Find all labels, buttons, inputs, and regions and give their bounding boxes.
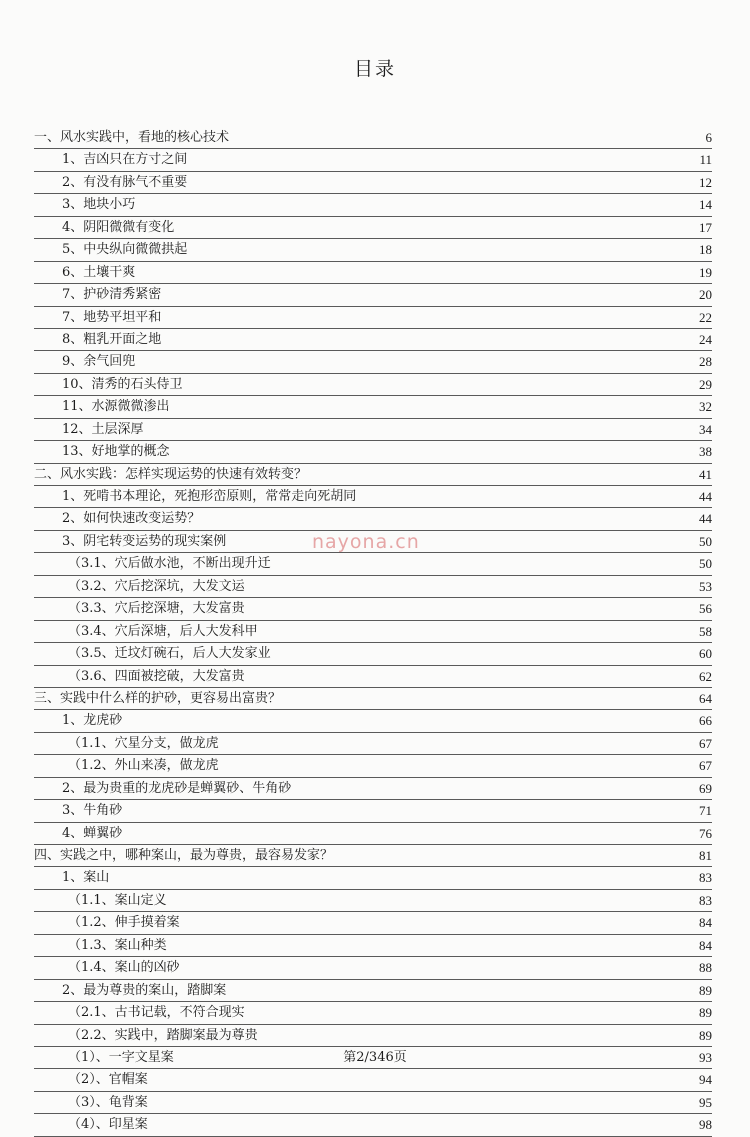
toc-entry-page: 20	[699, 287, 712, 303]
toc-entry-title: （1.2、伸手摸着案	[68, 915, 180, 931]
toc-entry[interactable]	[34, 1002, 712, 1024]
toc-entry[interactable]	[34, 508, 712, 530]
toc-entry-title: 6、土壤干爽	[62, 264, 136, 280]
toc-entry[interactable]	[34, 553, 712, 575]
toc-entry-title: 10、清秀的石头侍卫	[62, 376, 183, 392]
toc-entry[interactable]	[34, 396, 712, 418]
toc-entry-page: 41	[699, 466, 712, 482]
toc-entry[interactable]	[34, 149, 712, 171]
toc-entry-page: 32	[699, 399, 712, 415]
table-of-contents	[34, 127, 712, 1137]
toc-entry[interactable]	[34, 733, 712, 755]
toc-entry-page: 89	[699, 1005, 712, 1021]
toc-entry[interactable]	[34, 688, 712, 710]
toc-entry-title: 2、有没有脉气不重要	[62, 174, 188, 190]
toc-entry[interactable]	[34, 172, 712, 194]
toc-entry-page: 50	[699, 556, 712, 572]
toc-entry-title: 一、风水实践中，看地的核心技术	[34, 130, 230, 145]
toc-entry-page: 83	[699, 870, 712, 886]
toc-entry[interactable]	[34, 1069, 712, 1091]
toc-entry-page: 17	[699, 219, 712, 235]
toc-entry-title: 2、最为尊贵的案山，踏脚案	[62, 982, 227, 998]
toc-entry-page: 28	[699, 354, 712, 370]
toc-entry-page: 88	[699, 960, 712, 976]
toc-entry[interactable]	[34, 464, 712, 486]
toc-entry-page: 69	[699, 780, 712, 796]
toc-entry[interactable]	[34, 666, 712, 688]
toc-entry-title: 1、死啃书本理论，死抱形峦原则，常常走向死胡同	[62, 489, 357, 504]
toc-entry-page: 18	[699, 242, 712, 258]
toc-entry-page: 14	[699, 197, 712, 213]
toc-entry-page: 71	[699, 803, 712, 819]
toc-entry-page: 66	[699, 713, 712, 729]
toc-entry[interactable]	[34, 441, 712, 463]
toc-entry-title: 三、实践中什么样的护砂，更容易出富贵？	[34, 690, 282, 706]
toc-entry[interactable]	[34, 890, 712, 912]
toc-entry[interactable]	[34, 374, 712, 396]
toc-entry-page: 98	[699, 1117, 712, 1133]
toc-entry[interactable]	[34, 1092, 712, 1114]
toc-entry-title: 2、如何快速改变运势？	[62, 511, 201, 527]
toc-entry-title: （3.6、四面被挖破，大发富贵	[68, 668, 245, 684]
toc-entry-title: （1.4、案山的凶砂	[68, 960, 180, 976]
toc-entry[interactable]	[34, 980, 712, 1002]
toc-entry-page: 12	[699, 174, 712, 190]
toc-entry[interactable]	[34, 127, 712, 149]
toc-entry[interactable]	[34, 598, 712, 620]
toc-entry-title: （4）、印星案	[68, 1117, 148, 1133]
toc-entry[interactable]	[34, 1114, 712, 1136]
toc-entry-title: 1、案山	[62, 870, 110, 886]
toc-entry[interactable]	[34, 284, 712, 306]
toc-entry-title: （2）、官帽案	[68, 1072, 148, 1088]
toc-entry-page: 56	[699, 601, 712, 617]
toc-entry[interactable]	[34, 935, 712, 957]
page-title: 目录	[353, 58, 396, 80]
toc-entry[interactable]	[34, 239, 712, 261]
toc-entry-page: 24	[699, 331, 712, 347]
watermark: nayona.cn	[312, 531, 420, 553]
toc-entry-title: （3）、龟背案	[68, 1094, 148, 1110]
toc-entry-page: 94	[699, 1072, 712, 1088]
toc-entry-title: 12、土层深厚	[62, 421, 144, 437]
toc-entry-title: 2、最为贵重的龙虎砂是蝉翼砂、牛角砂	[62, 780, 292, 796]
toc-entry-page: 53	[699, 578, 712, 594]
toc-entry-title: 1、龙虎砂	[62, 713, 123, 729]
toc-entry-page: 89	[699, 982, 712, 998]
toc-entry[interactable]	[34, 576, 712, 598]
toc-entry[interactable]	[34, 957, 712, 979]
toc-entry[interactable]	[34, 262, 712, 284]
toc-entry[interactable]	[34, 710, 712, 732]
toc-entry-page: 84	[699, 937, 712, 953]
toc-entry-title: 4、阴阳微微有变化	[62, 219, 175, 235]
toc-entry-page: 81	[699, 848, 712, 863]
toc-entry[interactable]	[34, 486, 712, 508]
toc-entry-page: 64	[699, 690, 712, 706]
toc-entry-title: （1.1、穴星分支，做龙虎	[68, 735, 219, 751]
toc-entry-page: 95	[699, 1094, 712, 1110]
toc-entry-title: 9、余气回兜	[62, 354, 136, 370]
toc-entry-page: 11	[699, 152, 712, 168]
toc-entry-title: 3、地块小巧	[62, 197, 136, 213]
toc-entry-title: （1.2、外山来凑，做龙虎	[68, 758, 219, 774]
toc-entry[interactable]	[34, 351, 712, 373]
toc-entry-title: 四、实践之中，哪种案山，最为尊贵，最容易发家？	[34, 848, 334, 863]
toc-entry-title: 二、风水实践：怎样实现运势的快速有效转变？	[34, 466, 308, 482]
toc-entry-page: 62	[699, 668, 712, 684]
toc-entry-title: （2.1、古书记载，不符合现实	[68, 1005, 245, 1021]
toc-entry-page: 38	[699, 444, 712, 460]
toc-entry[interactable]	[34, 800, 712, 822]
toc-entry-title: 13、好地掌的概念	[62, 444, 170, 460]
toc-entry[interactable]	[34, 643, 712, 665]
toc-entry-page: 60	[699, 646, 712, 662]
toc-entry-page: 67	[699, 758, 712, 774]
toc-entry-page: 83	[699, 892, 712, 908]
toc-entry[interactable]	[34, 194, 712, 216]
toc-entry-title: （1.1、案山定义	[68, 892, 167, 908]
toc-entry-title: 1、吉凶只在方寸之间	[62, 152, 188, 168]
toc-entry-title: 3、阴宅转变运势的现实案例	[62, 533, 227, 549]
toc-entry-title: 4、蝉翼砂	[62, 825, 123, 841]
toc-entry-title: （1.3、案山种类	[68, 937, 167, 953]
toc-entry-title: （3.1、穴后做水池，不断出现升迁	[68, 556, 271, 572]
toc-entry[interactable]	[34, 845, 712, 867]
toc-entry-title: 7、地势平坦平和	[62, 309, 162, 325]
toc-entry[interactable]	[34, 419, 712, 441]
toc-entry-title: （3.5、迁坟灯碗石，后人大发家业	[68, 646, 271, 662]
toc-entry-page: 44	[699, 489, 712, 504]
toc-entry[interactable]	[34, 217, 712, 239]
toc-entry-page: 34	[699, 421, 712, 437]
toc-entry[interactable]	[34, 329, 712, 351]
toc-entry[interactable]	[34, 307, 712, 329]
toc-entry-page: 6	[705, 130, 712, 145]
toc-entry-page: 93	[699, 1049, 712, 1065]
toc-entry[interactable]	[34, 1025, 712, 1047]
toc-entry-title: 5、中央纵向微微拱起	[62, 242, 188, 258]
toc-entry-title: 8、粗乳开面之地	[62, 331, 162, 347]
toc-entry-page: 22	[699, 309, 712, 325]
toc-entry-page: 84	[699, 915, 712, 931]
toc-entry[interactable]	[34, 867, 712, 889]
toc-entry-page: 67	[699, 735, 712, 751]
toc-entry-page: 89	[699, 1027, 712, 1043]
toc-entry-page: 44	[699, 511, 712, 527]
toc-entry-page: 29	[699, 376, 712, 392]
toc-entry-title: （3.2、穴后挖深坑，大发文运	[68, 578, 245, 594]
toc-entry-title: （3.3、穴后挖深塘，大发富贵	[68, 601, 245, 617]
toc-entry-title: （1）、一字文星案	[68, 1049, 174, 1065]
toc-entry-title: 7、护砂清秀紧密	[62, 287, 162, 303]
toc-entry[interactable]	[34, 912, 712, 934]
toc-entry-page: 19	[699, 264, 712, 280]
toc-entry-title: （2.2、实践中，踏脚案最为尊贵	[68, 1027, 258, 1043]
toc-entry-title: 3、牛角砂	[62, 803, 123, 819]
toc-entry[interactable]	[34, 778, 712, 800]
toc-entry-page: 50	[699, 533, 712, 549]
toc-entry[interactable]	[34, 755, 712, 777]
toc-entry-title: 11、水源微微渗出	[62, 399, 170, 415]
toc-entry[interactable]	[34, 621, 712, 643]
toc-entry-page: 58	[699, 623, 712, 639]
toc-entry-page: 76	[699, 825, 712, 841]
page-number: 第2/346页	[343, 1050, 407, 1065]
toc-entry-title: （3.4、穴后深塘，后人大发科甲	[68, 623, 258, 639]
toc-entry[interactable]	[34, 823, 712, 845]
